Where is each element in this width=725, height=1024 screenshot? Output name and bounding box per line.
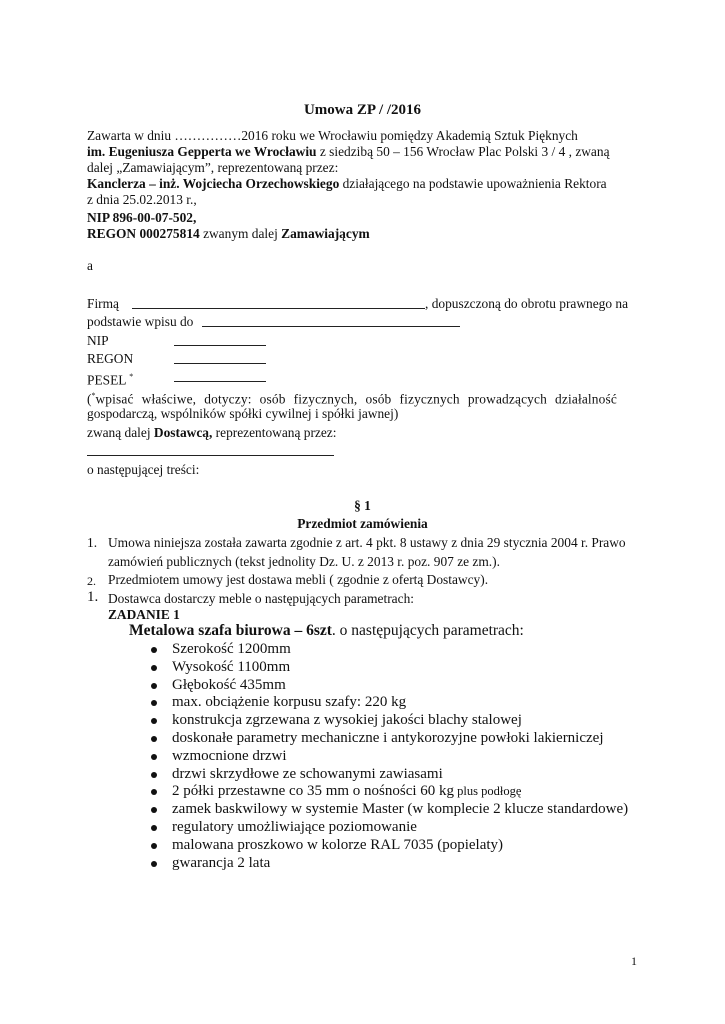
footnote-text: wpisać właściwe, dotyczy: osób fizycznych, osób fizycznych prowadzących działalność (95, 391, 617, 407)
basis-label: podstawie wpisu do (87, 314, 194, 329)
intro-line-4 (87, 176, 607, 192)
item-1-number: 1. (87, 535, 98, 550)
item-3-number: 1. (87, 589, 99, 605)
parameter-item: doskonałe parametry mechaniczne i antykorozyjne powłoki lakierniczej (150, 730, 628, 748)
item-2-line-1: Przedmiotem umowy jest dostawa mebli ( zgodnie z ofertą Dostawcy). (108, 572, 489, 587)
regon-zamawiajacy: Zamawiającym (281, 226, 370, 241)
parameter-shelves-suffix: plus podłogę (454, 784, 522, 799)
footnote-line-1 (87, 388, 638, 407)
parameter-item: drzwi skrzydłowe ze schowanymi zawiasami (150, 766, 628, 784)
basis-blank-line[interactable] (202, 314, 460, 327)
called-contractor-line (87, 425, 336, 441)
pesel-asterisk: * (129, 372, 134, 381)
task-label: ZADANIE 1 (108, 607, 180, 622)
contractor-nip-label: NIP (87, 333, 109, 348)
parameter-item: Szerokość 1200mm (150, 641, 628, 659)
chancellor-basis: działającego na podstawie upoważnienia Rektora (339, 176, 607, 191)
contractor-nip-blank[interactable] (174, 333, 266, 346)
intro-line-3: dalej „Zamawiającym”, reprezentowaną przez: (87, 160, 339, 175)
contractor-regon-blank[interactable] (174, 351, 266, 364)
product-rest: . o następujących parametrach: (331, 622, 524, 639)
regon-mid-text: zwanym dalej (199, 226, 282, 241)
parameter-item: zamek baskwilowy w systemie Master (w komplecie 2 klucze standardowe) (150, 801, 628, 819)
parameter-item: konstrukcja zgrzewana z wysokiej jakości blachy stalowej (150, 712, 628, 730)
item-2-number: 2. (87, 574, 96, 588)
parameter-item: wzmocnione drzwi (150, 748, 628, 766)
parameter-shelves-text: 2 półki przestawne co 35 mm o nośności 60 kg (172, 783, 455, 800)
item-1-line-1: Umowa niniejsza została zawarta zgodnie z art. 4 pkt. 8 ustawy z dnia 29 stycznia 2004 r. Prawo (108, 535, 626, 550)
academy-name: im. Eugeniusza Gepperta we Wrocławiu (87, 144, 317, 159)
footnote-asterisk: * (91, 391, 96, 400)
intro-line-2 (87, 144, 610, 160)
contractor-regon-label: REGON (87, 351, 134, 366)
parameter-item: Wysokość 1100mm (150, 659, 628, 677)
contractor-pesel-blank[interactable] (174, 369, 266, 382)
product-name: Metalowa szafa biurowa – 6szt (129, 622, 332, 639)
firm-label: Firmą (87, 296, 119, 311)
item-1-line-2: zamówień publicznych (tekst jednolity Dz. U. z 2013 r. poz. 907 ze zm.). (108, 554, 500, 569)
item-3-line-1: Dostawca dostarczy meble o następujących parametrach: (108, 591, 414, 606)
academy-address: z siedzibą 50 – 156 Wrocław Plac Polski 3 / 4 , zwaną (316, 144, 610, 159)
parameter-item: Głębokość 435mm (150, 677, 628, 695)
page-number: 1 (631, 954, 637, 968)
firm-rest-text: , dopuszczoną do obrotu prawnego na (425, 296, 629, 311)
parameter-item: max. obciążenie korpusu szafy: 220 kg (150, 694, 628, 712)
following-content-line: o następującej treści: (87, 462, 200, 477)
regon-number: REGON 000275814 (87, 226, 200, 241)
section-number: § 1 (354, 498, 371, 513)
firm-blank-line[interactable] (132, 296, 425, 309)
called-pre: zwaną dalej (87, 425, 154, 440)
intro-line-5: z dnia 25.02.2013 r., (87, 192, 197, 207)
footnote-line-2: gospodarczą, wspólników spółki cywilnej i spółki jawnej) (87, 406, 399, 421)
document-title: Umowa ZP / /2016 (303, 102, 422, 118)
section-heading: Przedmiot zamówienia (297, 516, 428, 531)
parameters-list (150, 641, 628, 872)
pesel-text: PESEL (87, 372, 126, 388)
dostawca-bold: Dostawcą, (153, 425, 213, 440)
parameter-item: gwarancja 2 lata (150, 855, 628, 873)
parameter-item-shelves (150, 783, 628, 801)
product-line (129, 622, 524, 640)
parameter-item: regulatory umożliwiające poziomowanie (150, 819, 628, 837)
and-word: a (87, 258, 93, 273)
footnote-paren: ( (87, 391, 92, 407)
regon-line (87, 226, 370, 242)
chancellor-name: Kanclerza – inż. Wojciecha Orzechowskiego (87, 176, 340, 191)
parameter-item: malowana proszkowo w kolorze RAL 7035 (popielaty) (150, 837, 628, 855)
contractor-pesel-label (87, 369, 133, 388)
called-post: reprezentowaną przez: (212, 425, 337, 440)
nip-number: NIP 896-00-07-502, (87, 210, 197, 225)
representative-blank-line[interactable] (87, 443, 334, 456)
intro-line-1: Zawarta w dniu ……………2016 roku we Wrocławiu pomiędzy Akademią Sztuk Pięknych (87, 128, 578, 143)
